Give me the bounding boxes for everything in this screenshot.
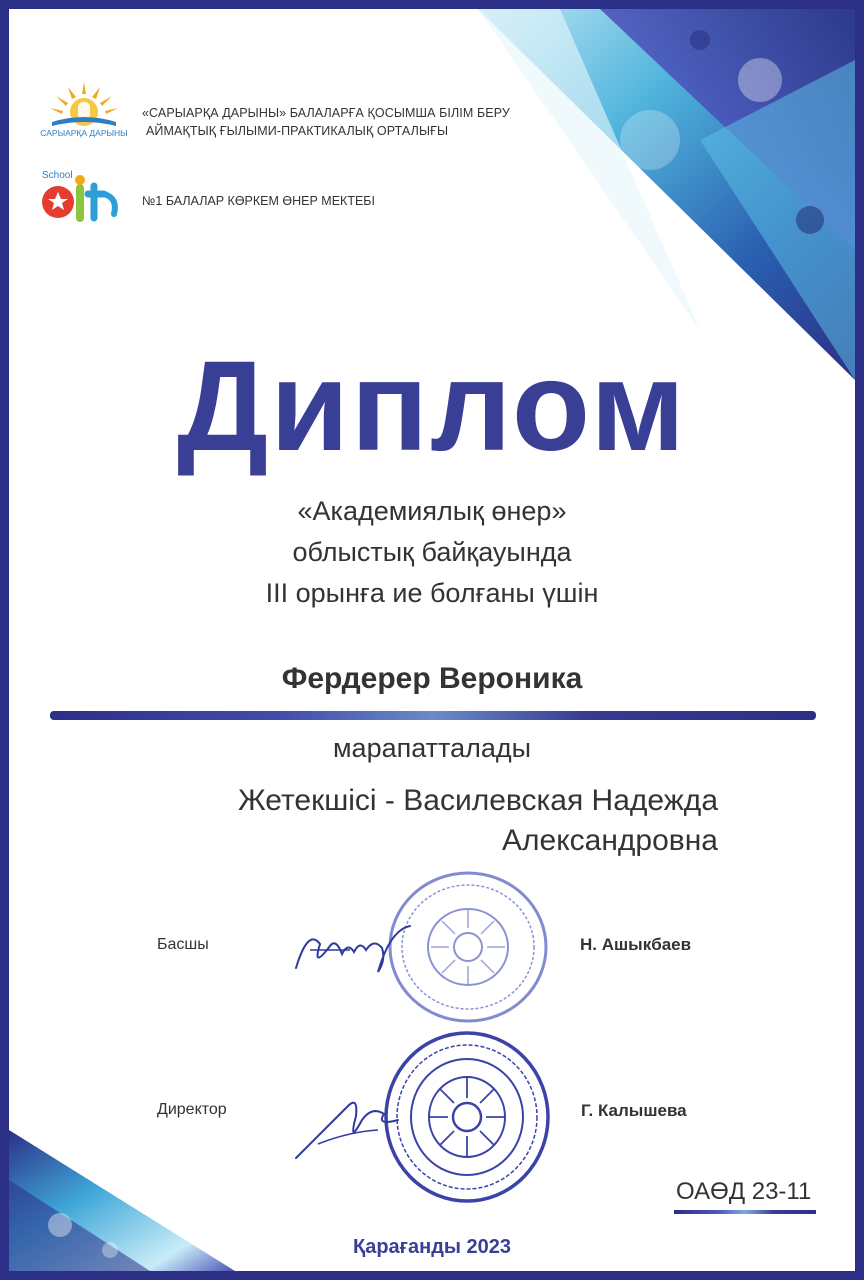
organization-regional-center bbox=[142, 104, 510, 140]
awarded-text: марапатталады bbox=[332, 733, 532, 763]
place-description: III орынға ие болғаны үшін bbox=[265, 578, 599, 608]
organization-art-school: №1 БАЛАЛАР КӨРКЕМ ӨНЕР МЕКТЕБІ bbox=[142, 194, 375, 208]
leader-line2: Александровна bbox=[502, 824, 718, 857]
signature-1 bbox=[290, 910, 430, 980]
decorative-band bbox=[50, 711, 816, 720]
signer-role-2: Директор bbox=[157, 1101, 227, 1118]
org1-line2: АЙМАҚТЫҚ ҒЫЛЫМИ-ПРАКТИКАЛЫҚ ОРТАЛЫҒЫ bbox=[146, 124, 449, 138]
sary-arka-daryny-logo bbox=[38, 78, 130, 140]
code-underline bbox=[674, 1210, 816, 1214]
signature-2 bbox=[288, 1086, 418, 1166]
leader-line1: Жетекшісі - Василевская Надежда bbox=[237, 784, 718, 817]
logo1-label: САРЫАРҚА ДАРЫНЫ bbox=[40, 128, 128, 138]
recipient-name: Фердерер Вероника bbox=[281, 662, 583, 695]
signer-name-1: Н. Ашыкбаев bbox=[580, 935, 692, 954]
diploma-title: Диплом bbox=[177, 335, 687, 478]
document-code: ОАӨД 23-11 bbox=[676, 1178, 812, 1205]
signer-name-2: Г. Калышева bbox=[581, 1101, 687, 1120]
signer-role-1: Басшы bbox=[157, 936, 209, 953]
school-art-logo bbox=[38, 168, 124, 224]
city-year: Қарағанды 2023 bbox=[352, 1236, 512, 1258]
contest-name: «Академиялық өнер» bbox=[297, 496, 567, 526]
logo2-school-label: School bbox=[42, 170, 73, 181]
contest-level: облыстық байқауында bbox=[292, 537, 572, 567]
org1-line1: «САРЫАРҚА ДАРЫНЫ» БАЛАЛАРҒА ҚОСЫМША БІЛІМ БЕРУ bbox=[142, 106, 510, 120]
